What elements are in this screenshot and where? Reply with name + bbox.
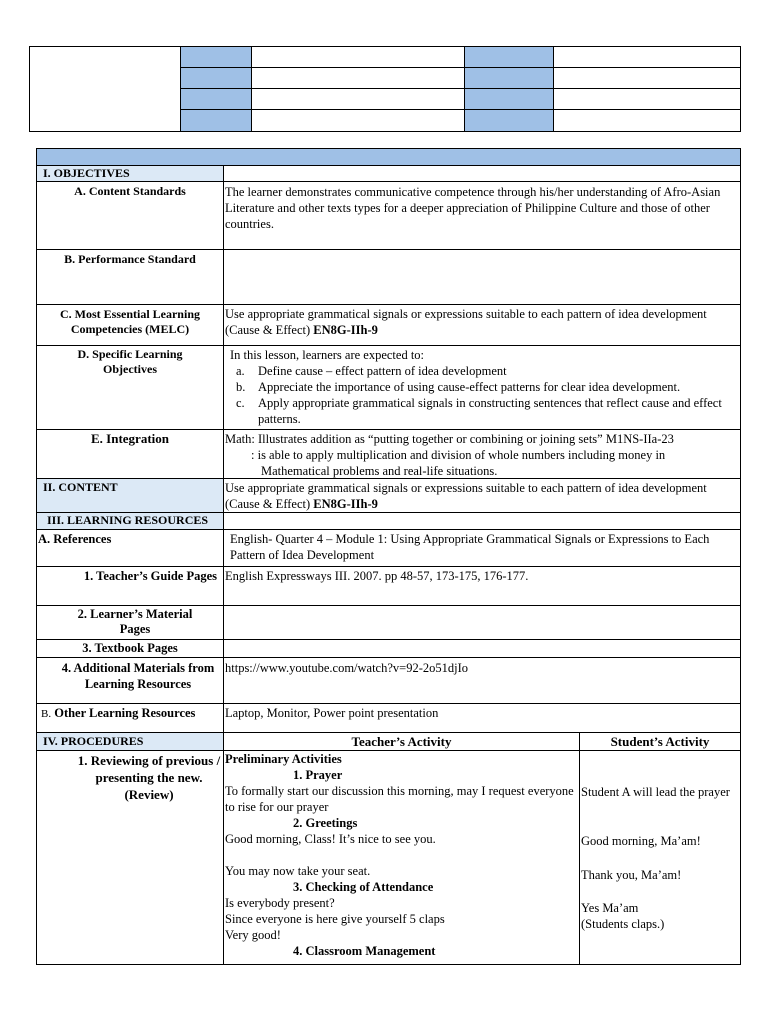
specific-objectives-list (230, 363, 736, 427)
list-marker: b. (236, 380, 246, 394)
blank-line (225, 847, 578, 863)
learners-material-text (223, 605, 741, 640)
attendance-question: Is everybody present? (225, 896, 335, 910)
header-value-cell (553, 109, 741, 132)
resources-heading-value (223, 512, 741, 530)
melc-text-body: Use appropriate grammatical signals or expressions suitable to each pattern of idea development (Cause & Effect) (225, 307, 707, 337)
melc-code: EN8G-IIh-9 (313, 323, 378, 337)
header-label-cell (180, 88, 252, 110)
content-standards-label: A. Content Standards (36, 181, 224, 250)
content-heading: II. CONTENT (36, 478, 224, 513)
student-prayer: Student A will lead the prayer (581, 785, 730, 799)
header-label-cell (464, 46, 554, 68)
header-label-cell (464, 88, 554, 110)
header-value-cell (553, 88, 741, 110)
learners-material-label: 2. Learner’s Material Pages (36, 605, 224, 640)
greetings-title: 2. Greetings (293, 816, 358, 830)
student-thanks: Thank you, Ma’am! (581, 868, 682, 882)
list-item-text: Apply appropriate grammatical signals in constructing sentences that reflect cause and effect patterns. (258, 396, 722, 426)
header-value-cell (251, 88, 465, 110)
logo-cell (29, 46, 181, 132)
prayer-text: To formally start our discussion this morning, may I request everyone to rise for our prayer (225, 784, 574, 814)
integration-line-3: Mathematical problems and real-life situations. (261, 464, 498, 478)
student-activity-cell (579, 750, 741, 965)
header-label-cell (180, 46, 252, 68)
table-title-bar (36, 148, 741, 166)
list-item-text: Define cause – effect pattern of idea development (258, 364, 507, 378)
teacher-activity-header: Teacher’s Activity (223, 732, 580, 751)
header-label-cell (180, 109, 252, 132)
specific-objectives-label: D. Specific Learning Objectives (36, 345, 224, 430)
integration-label: E. Integration (36, 429, 224, 479)
specific-objectives-text (223, 345, 741, 430)
header-label-cell (464, 67, 554, 89)
preliminary-title: Preliminary Activities (225, 752, 342, 766)
other-resources-text: Laptop, Monitor, Power point presentation (223, 703, 741, 733)
other-resources-label-text: Other Learning Resources (51, 706, 196, 720)
textbook-label: 3. Textbook Pages (36, 639, 224, 658)
header-value-cell (251, 67, 465, 89)
melc-text (223, 304, 741, 346)
performance-standard-label: B. Performance Standard (36, 249, 224, 305)
content-text (223, 478, 741, 513)
student-claps: (Students claps.) (581, 917, 665, 931)
list-marker: c. (236, 396, 245, 410)
content-code: EN8G-IIh-9 (313, 497, 378, 511)
list-item (236, 379, 736, 395)
seat-text: You may now take your seat. (225, 864, 371, 878)
prayer-title: 1. Prayer (293, 768, 343, 782)
objectives-heading: I. OBJECTIVES (36, 165, 224, 182)
very-good-text: Very good! (225, 928, 281, 942)
list-marker: a. (236, 364, 245, 378)
references-text: English- Quarter 4 – Module 1: Using Appropriate Grammatical Signals or Expressions to Each Pattern of Idea Development (223, 529, 741, 567)
objectives-heading-value (223, 165, 741, 182)
content-text-body: Use appropriate grammatical signals or expressions suitable to each pattern of idea development (Cause & Effect) (225, 481, 707, 511)
resources-heading: III. LEARNING RESOURCES (36, 512, 224, 530)
procedures-heading: IV. PROCEDURES (36, 732, 224, 751)
list-item (236, 363, 736, 379)
integration-line-2: : is able to apply multiplication and division of whole numbers including money in (251, 448, 666, 462)
references-label: A. References (36, 529, 224, 567)
header-label-cell (180, 67, 252, 89)
textbook-text (223, 639, 741, 658)
melc-label: C. Most Essential Learning Competencies (MELC) (36, 304, 224, 346)
specific-objectives-intro: In this lesson, learners are expected to: (230, 348, 425, 362)
integration-text (223, 429, 741, 479)
teacher-activity-cell (223, 750, 580, 965)
management-title: 4. Classroom Management (293, 944, 436, 958)
header-value-cell (553, 46, 741, 68)
student-yes: Yes Ma’am (581, 901, 639, 915)
list-item (236, 395, 736, 427)
list-item-text: Appreciate the importance of using cause-effect patterns for clear idea development. (258, 380, 681, 394)
other-resources-label (36, 703, 224, 733)
integration-line-1: Math: Illustrates addition as “putting together or combining or joining sets” M1NS-IIa-23 (225, 432, 674, 446)
content-standards-text: The learner demonstrates communicative competence through his/her understanding of Afro-Asian Literature and other texts types for a deeper appreciation of Philippine Culture and those of other countries. (223, 181, 741, 250)
additional-materials-label: 4. Additional Materials from Learning Resources (36, 657, 224, 704)
header-value-cell (251, 109, 465, 132)
student-activity-header: Student’s Activity (579, 732, 741, 751)
additional-materials-link[interactable]: https://www.youtube.com/watch?v=92-2o51djIo (223, 657, 741, 704)
review-step-label: 1. Reviewing of previous / presenting the new. (Review) (36, 750, 224, 965)
teachers-guide-label: 1. Teacher’s Guide Pages (36, 566, 224, 606)
greetings-text: Good morning, Class! It’s nice to see you. (225, 832, 436, 846)
student-greet: Good morning, Ma’am! (581, 834, 701, 848)
other-resources-prefix: B. (41, 708, 52, 720)
attendance-title: 3. Checking of Attendance (293, 880, 434, 894)
header-value-cell (553, 67, 741, 89)
header-value-cell (251, 46, 465, 68)
header-label-cell (464, 109, 554, 132)
teachers-guide-text: English Expressways III. 2007. pp 48-57, 173-175, 176-177. (223, 566, 741, 606)
performance-standard-text (223, 249, 741, 305)
attendance-claps: Since everyone is here give yourself 5 claps (225, 912, 445, 926)
